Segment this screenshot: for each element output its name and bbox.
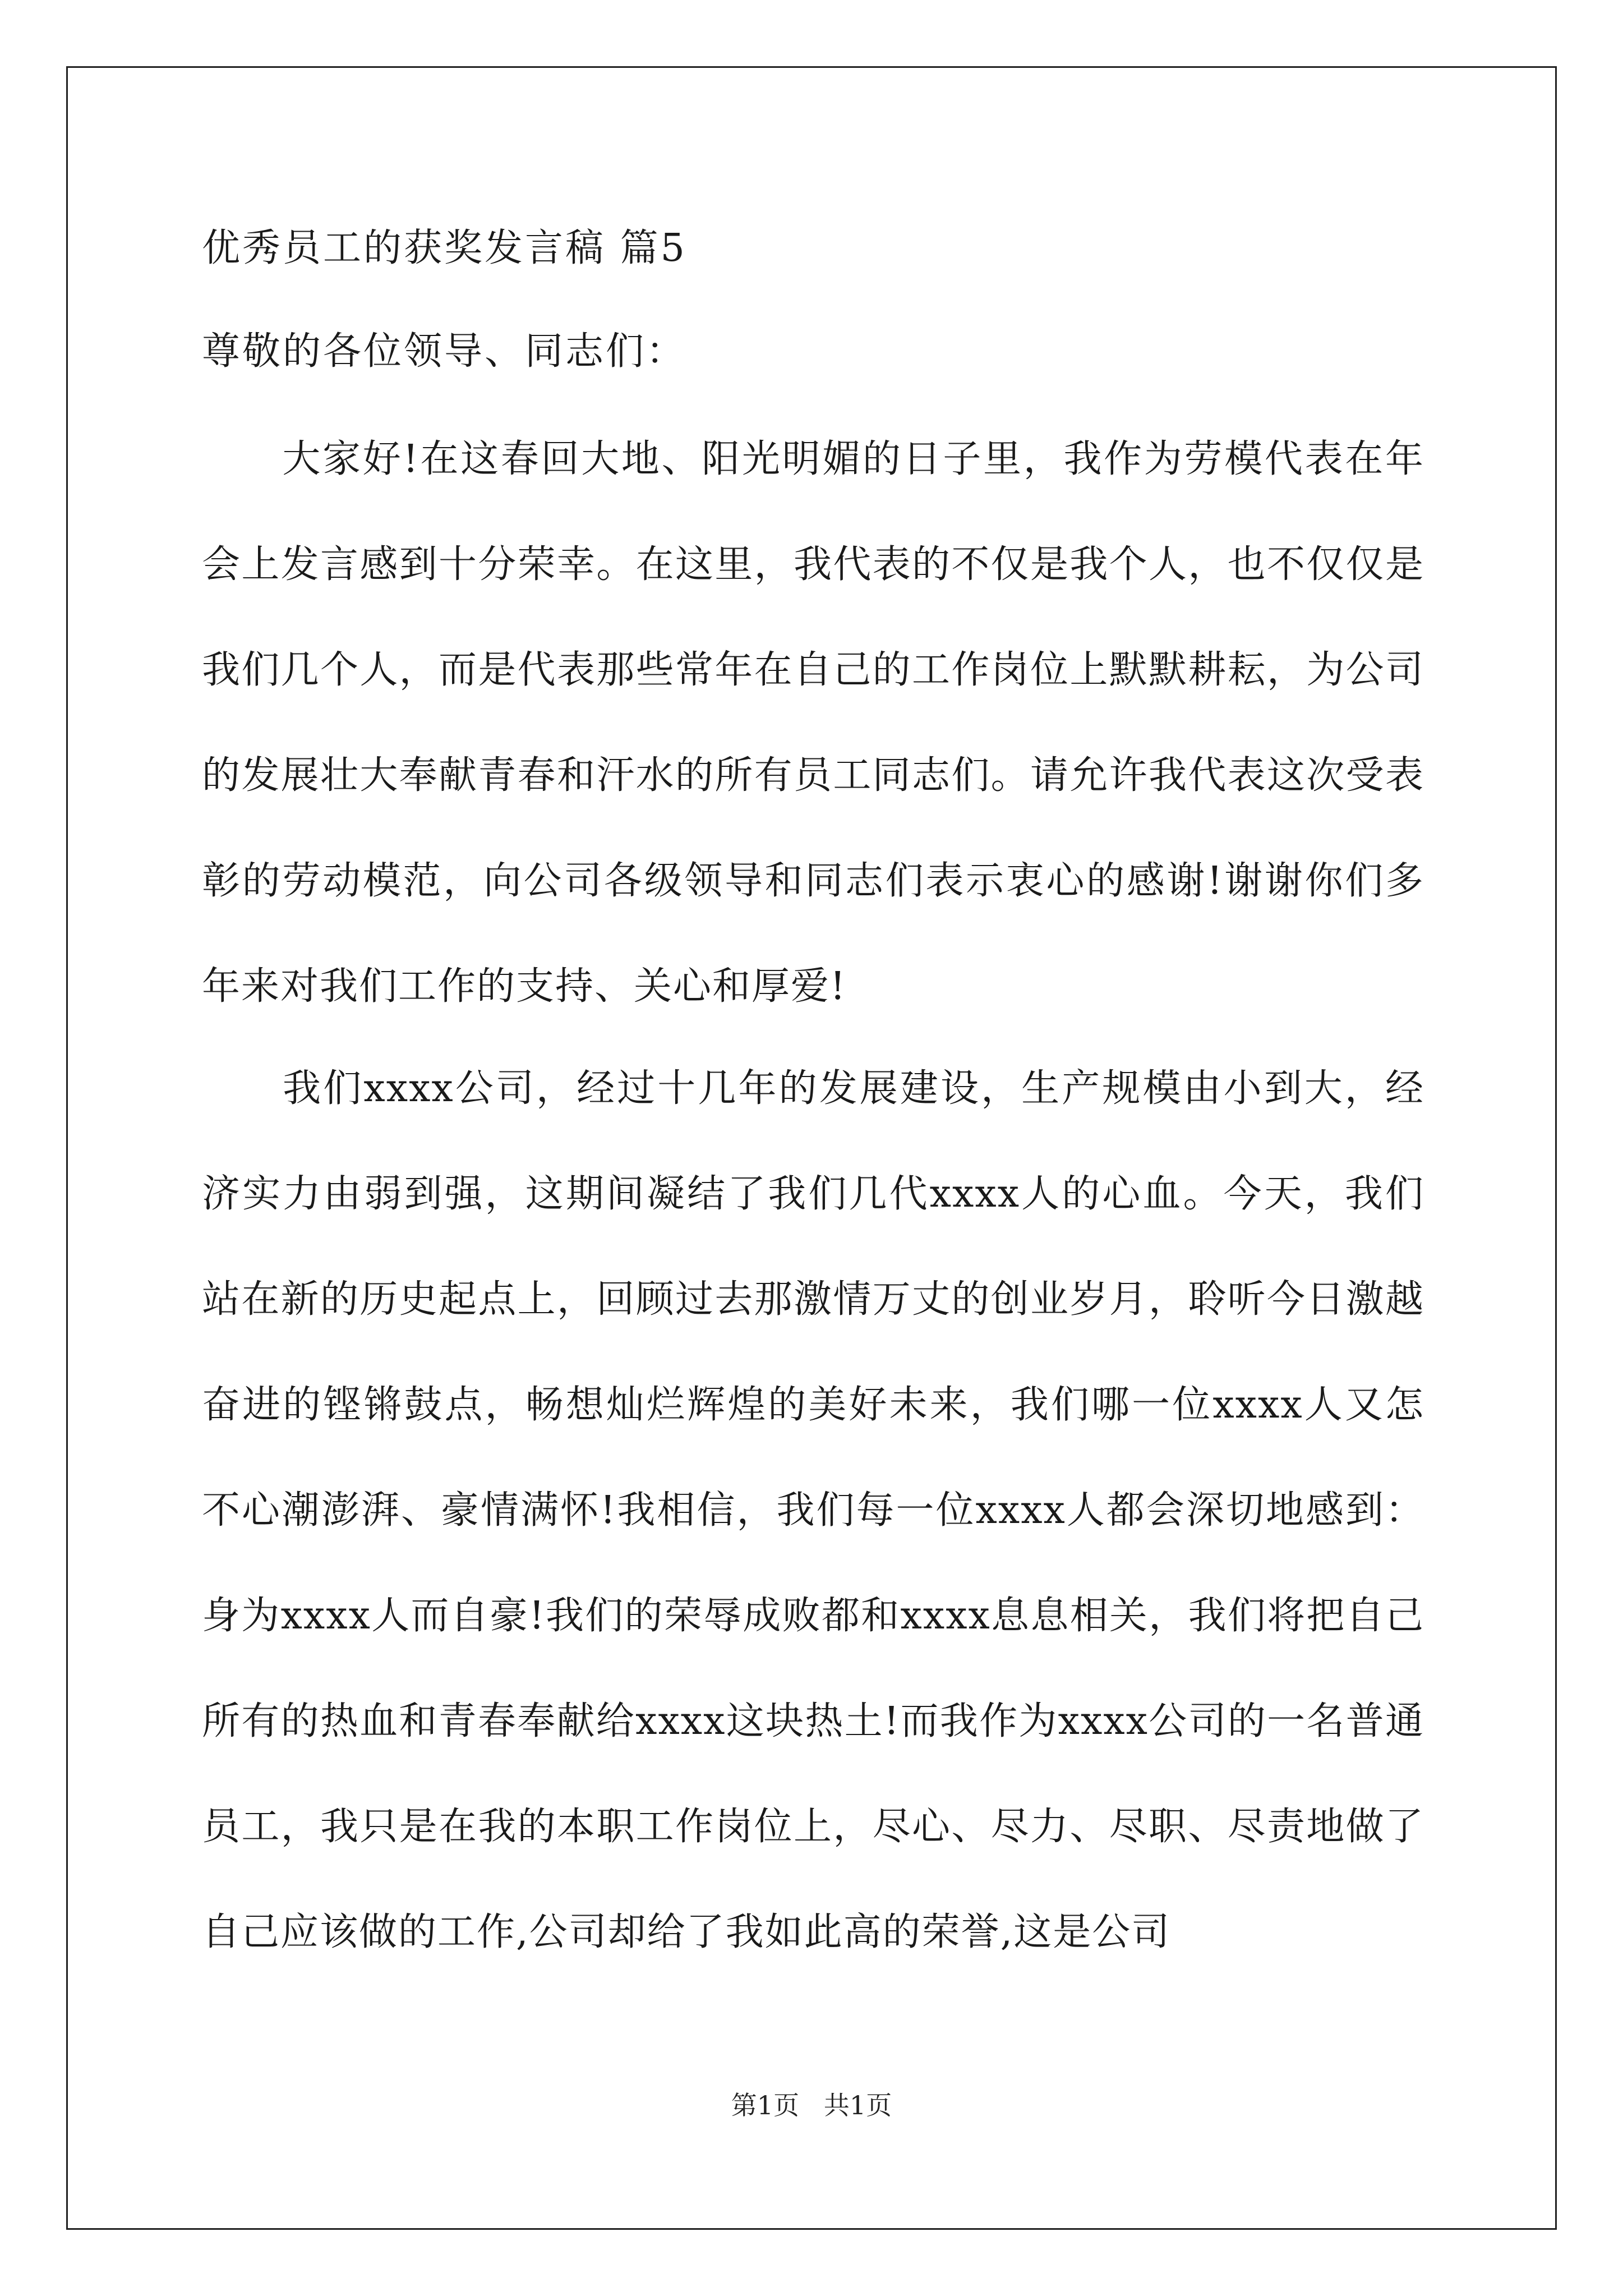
paragraph-1: 大家好!在这春回大地、阳光明媚的日子里，我作为劳模代表在年会上发言感到十分荣幸。在这里，我代表的不仅是我个人，也不仅仅是我们几个人，而是代表那些常年在自己的工作岗位上默默耕耘，为公司的发展壮大奉献青春和汗水的所有员工同志们。请允许我代表这次受表彰的劳动模范，向公司各级领导和同志们表示衷心的感谢!谢谢你们多年来对我们工作的支持、关心和厚爱!	[202, 437, 1424, 1009]
salutation: 尊敬的各位领导、同志们：	[202, 329, 687, 374]
page-footer: 第1页 共1页	[731, 2090, 892, 2120]
document-body	[202, 222, 1424, 1985]
document-title: 优秀员工的获奖发言稿 篇5	[202, 226, 687, 270]
paragraph-2: 我们xxxx公司，经过十几年的发展建设，生产规模由小到大，经济实力由弱到强，这期间凝结了我们几代xxxx人的心血。今天，我们站在新的历史起点上，回顾过去那激情万丈的创业岁月，聆听今日激越奋进的铿锵鼓点，畅想灿烂辉煌的美好未来，我们哪一位xxxx人又怎不心潮澎湃、豪情满怀!我相信，我们每一位xxxx人都会深切地感到：身为xxxx人而自豪!我们的荣辱成败都和xxxx息息相关，我们将把自己所有的热血和青春奉献给xxxx这块热土!而我作为xxxx公司的一名普通员工，我只是在我的本职工作岗位上，尽心、尽力、尽职、尽责地做了自己应该做的工作,公司却给了我如此高的荣誉,这是公司	[202, 1066, 1424, 1954]
